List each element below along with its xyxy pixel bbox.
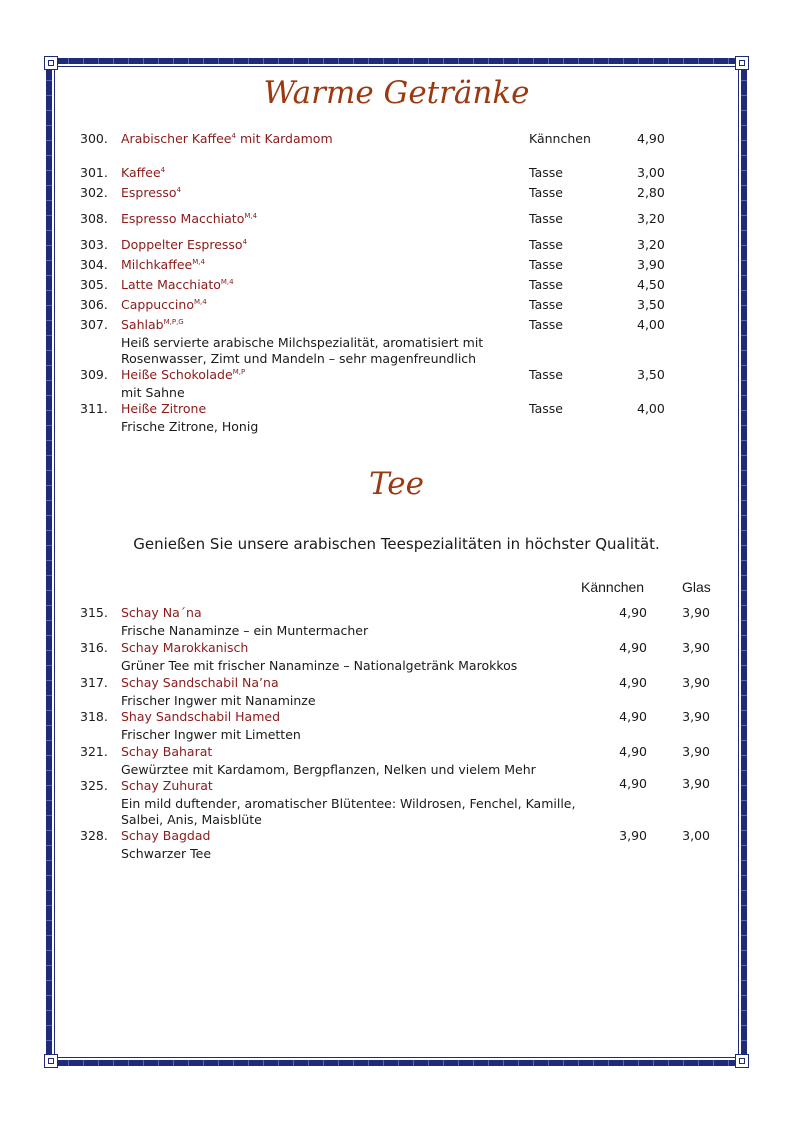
price-kaennchen: 4,90 — [619, 605, 647, 620]
item-number: 321. — [80, 744, 108, 759]
corner-ornament-icon — [44, 1054, 58, 1068]
item-number: 301. — [80, 165, 108, 180]
item-description: Schwarzer Tee — [121, 846, 212, 861]
allergen-note: 4 — [242, 237, 248, 246]
item-price: 4,90 — [637, 131, 665, 146]
allergen-note: M,P,G — [163, 317, 184, 326]
item-name: Schay Marokkanisch — [121, 640, 249, 655]
item-unit: Tasse — [529, 297, 563, 312]
item-unit: Tasse — [529, 277, 563, 292]
item-name: Espresso Macchiato$^{M,4}$ — [121, 211, 258, 226]
item-name: Kaffee$^4$ — [121, 165, 166, 180]
item-unit: Tasse — [529, 237, 563, 252]
item-unit: Kännchen — [529, 131, 591, 146]
item-number: 315. — [80, 605, 108, 620]
item-description: Frischer Ingwer mit Nanaminze — [121, 693, 316, 708]
item-name: Espresso$^4$ — [121, 185, 182, 200]
item-name: Schay Sandschabil Na’na — [121, 675, 279, 690]
allergen-note: M,4 — [220, 277, 234, 286]
price-glas: 3,00 — [682, 828, 710, 843]
item-name: Heiße Zitrone — [121, 401, 207, 416]
item-price: 3,50 — [637, 367, 665, 382]
price-kaennchen: 4,90 — [619, 675, 647, 690]
item-name: Milchkaffee$^{M,4}$ — [121, 257, 205, 272]
allergen-note: 4 — [176, 185, 182, 194]
item-description: Frischer Ingwer mit Limetten — [121, 727, 301, 742]
item-description: Ein mild duftender, aromatischer Blütentee: Wildrosen, Fenchel, Kamille, Salbei, Anis, Maisblüte — [121, 796, 576, 827]
border-left — [46, 66, 52, 1058]
item-price: 2,80 — [637, 185, 665, 200]
item-name: Schay Na´na — [121, 605, 202, 620]
item-number: 304. — [80, 257, 108, 272]
price-glas: 3,90 — [682, 709, 710, 724]
item-unit: Tasse — [529, 367, 563, 382]
item-unit: Tasse — [529, 185, 563, 200]
item-name: Cappuccino$^{M,4}$ — [121, 297, 207, 312]
decorative-border — [44, 56, 749, 1068]
item-unit: Tasse — [529, 165, 563, 180]
price-glas: 3,90 — [682, 640, 710, 655]
item-number: 309. — [80, 367, 108, 382]
item-price: 3,50 — [637, 297, 665, 312]
price-kaennchen: 4,90 — [619, 640, 647, 655]
item-number: 305. — [80, 277, 108, 292]
item-name: Latte Macchiato$^{M,4}$ — [121, 277, 234, 292]
price-kaennchen: 4,90 — [619, 776, 647, 791]
item-price: 3,20 — [637, 237, 665, 252]
price-glas: 3,90 — [682, 605, 710, 620]
item-unit: Tasse — [529, 317, 563, 332]
item-number: 307. — [80, 317, 108, 332]
item-price: 3,90 — [637, 257, 665, 272]
item-price: 4,00 — [637, 317, 665, 332]
item-description: Frische Zitrone, Honig — [121, 419, 259, 434]
tea-column-header-kaennchen: Kännchen — [581, 579, 645, 595]
item-number: 318. — [80, 709, 108, 724]
price-kaennchen: 4,90 — [619, 709, 647, 724]
item-unit: Tasse — [529, 401, 563, 416]
border-right — [741, 66, 747, 1058]
item-number: 328. — [80, 828, 108, 843]
item-number: 316. — [80, 640, 108, 655]
item-price: 4,50 — [637, 277, 665, 292]
item-description: Gewürztee mit Kardamom, Bergpflanzen, Nelken und vielem Mehr — [121, 762, 536, 777]
allergen-note: M,4 — [192, 257, 205, 266]
item-unit: Tasse — [529, 211, 563, 226]
allergen-note: M,4 — [193, 297, 207, 306]
corner-ornament-icon — [44, 56, 58, 70]
item-price: 3,00 — [637, 165, 665, 180]
price-glas: 3,90 — [682, 776, 710, 791]
item-price: 4,00 — [637, 401, 665, 416]
allergen-note: M,4 — [244, 211, 258, 220]
price-kaennchen: 3,90 — [619, 828, 647, 843]
item-number: 311. — [80, 401, 108, 416]
item-name: Arabischer Kaffee$^4$ mit Kardamom — [121, 131, 333, 146]
item-name: Schay Bagdad — [121, 828, 211, 843]
item-name: Heiße Schokolade$^{M,P}$ — [121, 367, 246, 382]
item-number: 306. — [80, 297, 108, 312]
item-number: 317. — [80, 675, 108, 690]
item-number: 325. — [80, 778, 108, 793]
tea-intro-text: Genießen Sie unsere arabischen Teespezialitäten in höchster Qualität. — [133, 535, 660, 553]
item-number: 303. — [80, 237, 108, 252]
tea-column-header-glas: Glas — [682, 579, 711, 595]
border-top — [54, 58, 739, 64]
item-number: 302. — [80, 185, 108, 200]
item-description: mit Sahne — [121, 385, 185, 400]
price-kaennchen: 4,90 — [619, 744, 647, 759]
allergen-note: 4 — [231, 131, 236, 140]
item-number: 308. — [80, 211, 108, 226]
corner-ornament-icon — [735, 1054, 749, 1068]
item-name: Doppelter Espresso$^4$ — [121, 237, 248, 252]
section-title-warm-drinks: Warme Getränke — [263, 75, 530, 111]
item-name: Schay Baharat — [121, 744, 213, 759]
section-title-tea: Tee — [369, 466, 424, 502]
price-glas: 3,90 — [682, 675, 710, 690]
allergen-note: M,P — [232, 367, 246, 376]
item-name: Schay Zuhurat — [121, 778, 213, 793]
item-name: Shay Sandschabil Hamed — [121, 709, 281, 724]
item-price: 3,20 — [637, 211, 665, 226]
corner-ornament-icon — [735, 56, 749, 70]
item-description: Frische Nanaminze – ein Muntermacher — [121, 623, 369, 638]
item-description: Grüner Tee mit frischer Nanaminze – Nationalgetränk Marokkos — [121, 658, 518, 673]
price-glas: 3,90 — [682, 744, 710, 759]
item-unit: Tasse — [529, 257, 563, 272]
item-description: Heiß servierte arabische Milchspezialität, aromatisiert mit Rosenwasser, Zimt und Mandeln – sehr magenfreundlich — [121, 335, 484, 366]
item-number: 300. — [80, 131, 108, 146]
border-bottom — [54, 1060, 739, 1066]
item-name: Sahlab$^{M,P,G}$ — [121, 317, 184, 332]
allergen-note: 4 — [160, 165, 166, 174]
